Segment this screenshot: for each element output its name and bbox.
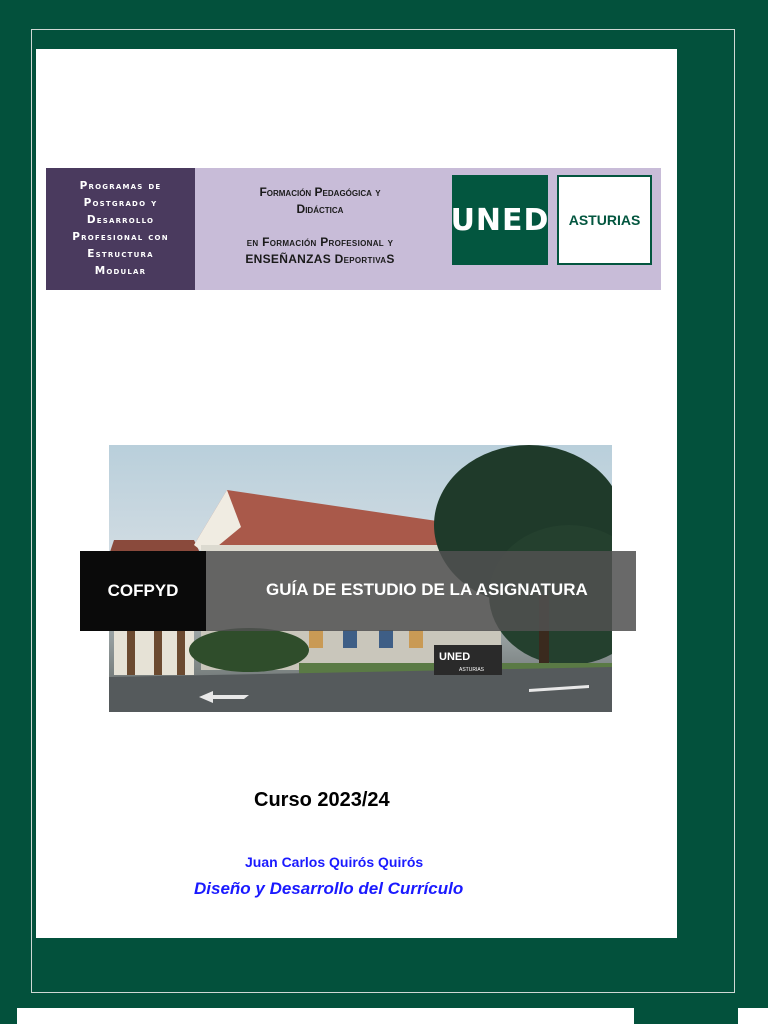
banner-title bbox=[195, 168, 445, 290]
sign-text: UNED bbox=[439, 651, 471, 663]
banner-title-line2: en Formación Profesional y ENSEÑANZAS DeportivaS bbox=[245, 235, 395, 266]
uned-logo: UNED bbox=[452, 175, 548, 265]
author-name: Juan Carlos Quirós Quirós bbox=[245, 854, 424, 870]
subject-name: Diseño y Desarrollo del Currículo bbox=[194, 879, 464, 898]
header-banner bbox=[46, 168, 661, 290]
title-overlay bbox=[80, 551, 636, 631]
next-page-edge-right bbox=[738, 1008, 768, 1024]
program-label: Programas de Postgrado y Desarrollo Profesional con Estructura Modular bbox=[46, 168, 195, 290]
asturias-logo: ASTURIAS bbox=[557, 175, 652, 265]
course-year: Curso 2023/24 bbox=[254, 789, 390, 811]
guide-title: GUÍA DE ESTUDIO DE LA ASIGNATURA bbox=[266, 580, 588, 599]
next-page-edge bbox=[17, 1008, 634, 1024]
sign-subtext: ASTURIAS bbox=[459, 667, 485, 673]
course-code: COFPYD bbox=[80, 551, 206, 631]
banner-title-line1: Formación Pedagógica y Didáctica bbox=[259, 185, 381, 216]
